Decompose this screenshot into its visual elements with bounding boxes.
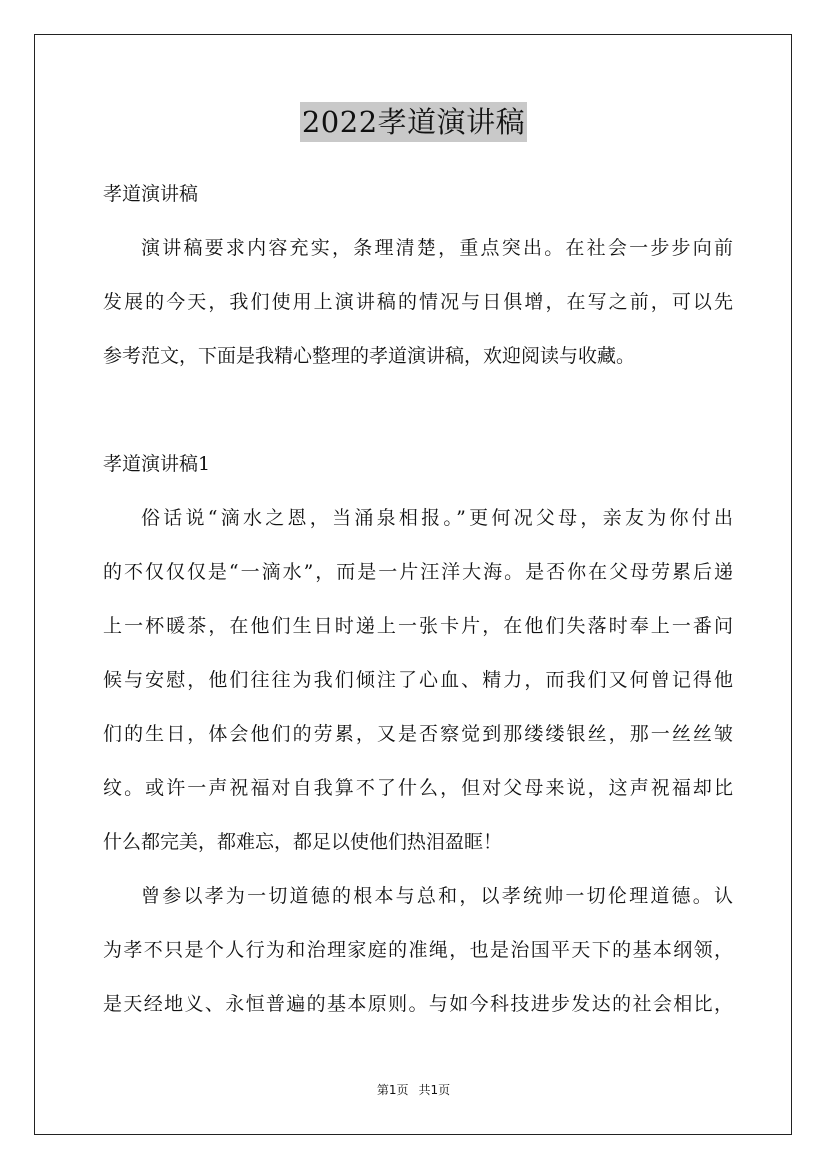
paragraph-line: 演讲稿要求内容充实，条理清楚，重点突出。在社会一步步向前 <box>141 237 733 259</box>
paragraph-line: 曾参以孝为一切道德的根本与总和，以孝统帅一切伦理道德。认 <box>141 885 733 907</box>
section-heading-1: 孝道演讲稿1 <box>103 453 211 475</box>
paragraph-line: 为孝不只是个人行为和治理家庭的准绳，也是治国平天下的基本纲领， <box>103 939 733 961</box>
paragraph-line: 纹。或许一声祝福对自我算不了什么，但对父母来说，这声祝福却比 <box>103 777 733 799</box>
paragraph-1 <box>103 506 733 884</box>
paragraph-line: 参考范文，下面是我精心整理的孝道演讲稿，欢迎阅读与收藏。 <box>103 345 636 367</box>
paragraph-line: 上一杯暖茶，在他们生日时递上一张卡片，在他们失落时奉上一番问 <box>103 615 733 637</box>
page-number-current: 第1页 <box>376 1083 409 1097</box>
paragraph-line: 候与安慰，他们往往为我们倾注了心血、精力，而我们又何曾记得他 <box>103 669 733 691</box>
paragraph-line: 们的生日，体会他们的劳累，又是否察觉到那缕缕银丝，那一丝丝皱 <box>103 723 733 745</box>
page-footer <box>0 1082 827 1098</box>
paragraph-line: 发展的今天，我们使用上演讲稿的情况与日俱增，在写之前，可以先 <box>103 291 733 313</box>
paragraph-line: 什么都完美，都难忘，都足以使他们热泪盈眶！ <box>103 831 503 853</box>
paragraph-2 <box>103 884 733 1046</box>
paragraph-line: 俗话说“滴水之恩，当涌泉相报。”更何况父母，亲友为你付出 <box>141 507 733 529</box>
document-title: 2022孝道演讲稿 <box>300 102 527 142</box>
page-number-total: 共1页 <box>418 1083 451 1097</box>
intro-paragraph <box>103 236 733 398</box>
paragraph-line: 是天经地义、永恒普遍的基本原则。与如今科技进步发达的社会相比， <box>103 993 733 1015</box>
paragraph-line: 的不仅仅仅是“一滴水”，而是一片汪洋大海。是否你在父母劳累后递 <box>103 561 733 583</box>
title-container <box>0 102 827 142</box>
intro-heading: 孝道演讲稿 <box>103 183 199 205</box>
